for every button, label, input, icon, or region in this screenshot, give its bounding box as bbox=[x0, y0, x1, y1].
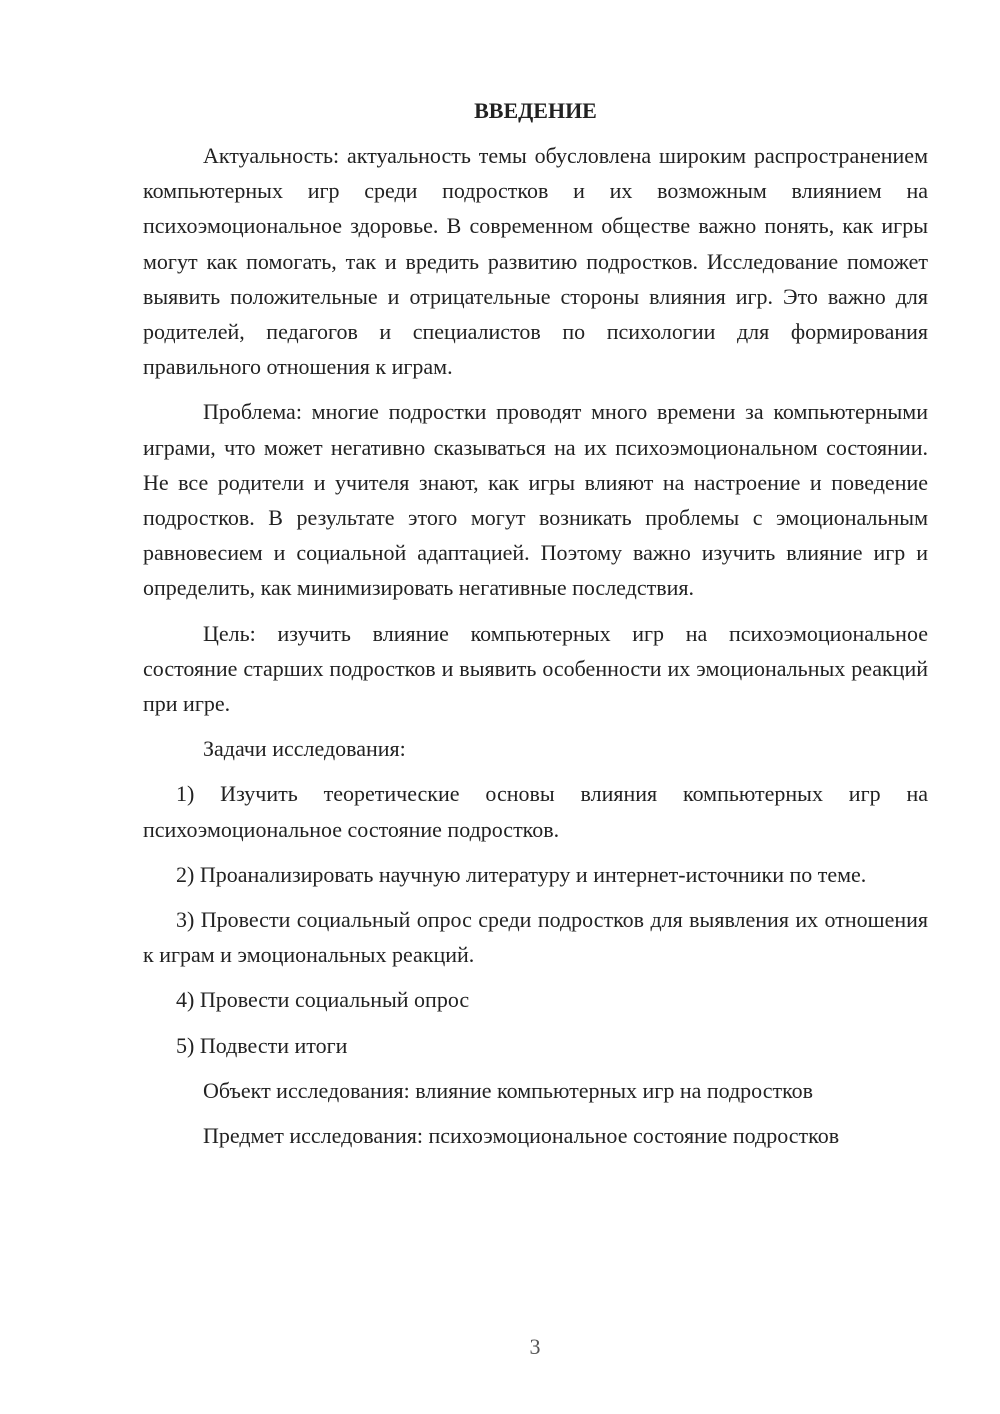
task-item-3: 3) Провести социальный опрос среди подростков для выявления их отношения к играм и эмоциональных реакций. bbox=[143, 907, 928, 968]
task-item-2: 2) Проанализировать научную литературу и интернет-источники по теме. bbox=[176, 861, 867, 887]
paragraph-tasks-heading: Задачи исследования: bbox=[203, 736, 406, 762]
paragraph-research-object: Объект исследования: влияние компьютерных игр на подростков bbox=[203, 1077, 814, 1103]
task-item-1: 1) Изучить теоретические основы влияния компьютерных игр на психоэмоциональное состояние подростков. bbox=[143, 781, 928, 842]
page-title: ВВЕДЕНИЕ bbox=[474, 98, 597, 123]
task-item-4: 4) Провести социальный опрос bbox=[176, 987, 470, 1013]
page-content bbox=[143, 94, 928, 1163]
paragraph-relevance: Актуальность: актуальность темы обусловлена широким распространением компьютерных игр среди подростков и их возможным влиянием на психоэмоциональное здоровье. В современном обществе важно понять, как игры могут как помогать, так и вредить развитию подростков. Исследование поможет выявить положительные и отрицательные стороны влияния игр. Это важно для родителей, педагогов и специалистов по психологии для формирования правильного отношения к играм. bbox=[143, 143, 928, 380]
paragraph-research-subject: Предмет исследования: психоэмоциональное состояние подростков bbox=[203, 1123, 840, 1149]
paragraph-goal: Цель: изучить влияние компьютерных игр на психоэмоциональное состояние старших подростков и выявить особенности их эмоциональных реакций при игре. bbox=[143, 620, 928, 717]
task-item-5: 5) Подвести итоги bbox=[176, 1032, 348, 1058]
paragraph-problem: Проблема: многие подростки проводят много времени за компьютерными играми, что может негативно сказываться на их психоэмоциональном состоянии. Не все родители и учителя знают, как игры влияют на настроение и поведение подростков. В результате этого могут возникать проблемы с эмоциональным равновесием и социальной адаптацией. Поэтому важно изучить влияние игр и определить, как минимизировать негативные последствия. bbox=[143, 399, 928, 601]
page-number: 3 bbox=[529, 1334, 541, 1359]
